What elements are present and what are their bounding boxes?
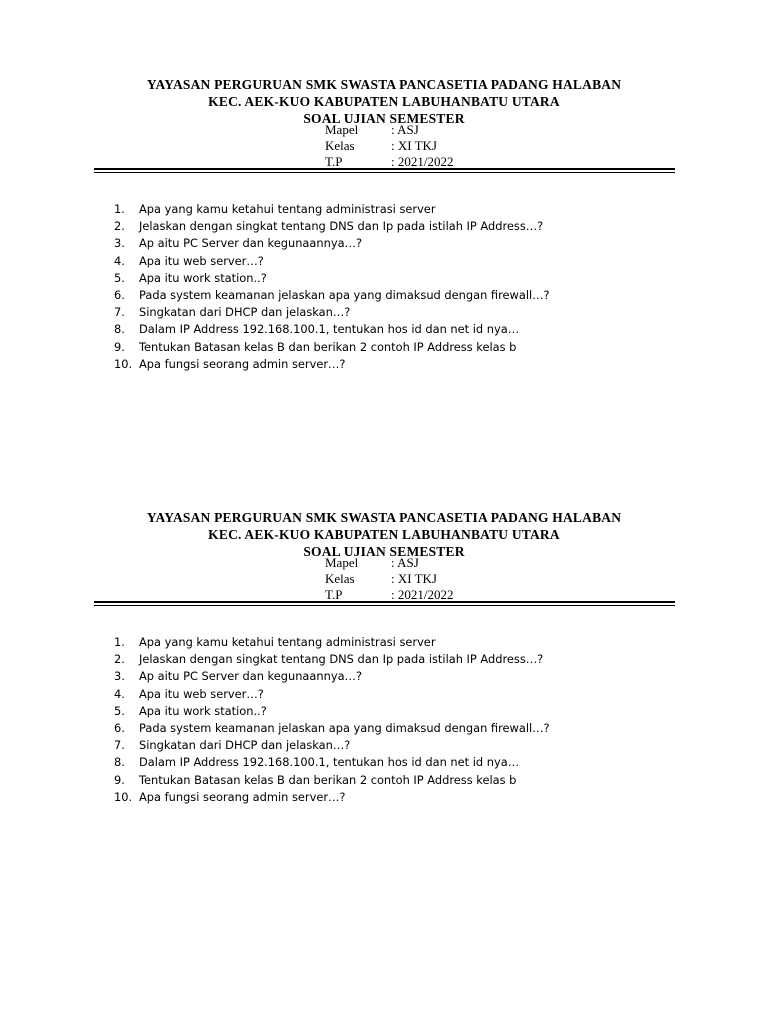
meta-value: : XI TKJ: [391, 138, 437, 153]
school-name: YAYASAN PERGURUAN SMK SWASTA PANCASETIA PADANG HALABAN: [146, 77, 622, 92]
meta-label: Kelas: [325, 571, 355, 586]
question-number: 2.: [114, 219, 125, 234]
meta-row-mapel: [325, 122, 453, 138]
question-text: Ap aitu PC Server dan kegunaannya…?: [139, 236, 362, 251]
question-item: [114, 634, 550, 651]
question-number: 4.: [114, 253, 125, 268]
meta-row-kelas: [325, 571, 453, 587]
header-divider-thick: [94, 601, 675, 603]
meta-label: T.P: [325, 154, 343, 169]
question-item: [114, 720, 550, 737]
header-divider-thin: [94, 172, 675, 173]
question-item: [114, 218, 550, 235]
meta-row-kelas: [325, 138, 453, 154]
question-number: 7.: [114, 738, 125, 753]
question-text: Dalam IP Address 192.168.100.1, tentukan hos id dan net id nya…: [139, 755, 520, 770]
question-text: Apa itu work station..?: [139, 703, 267, 718]
school-name: YAYASAN PERGURUAN SMK SWASTA PANCASETIA PADANG HALABAN: [146, 510, 622, 525]
exam-title: SOAL UJIAN SEMESTER: [303, 111, 465, 126]
question-text: Apa yang kamu ketahui tentang administrasi server: [139, 635, 436, 649]
question-text: Singkatan dari DHCP dan jelaskan…?: [139, 738, 351, 753]
meta-label: Kelas: [325, 138, 355, 153]
question-number: 10.: [114, 356, 133, 371]
question-number: 3.: [114, 669, 125, 684]
school-location: KEC. AEK-KUO KABUPATEN LABUHANBATU UTARA: [208, 527, 560, 542]
question-item: [114, 270, 550, 287]
question-number: 6.: [114, 288, 125, 303]
exam-meta: [325, 555, 453, 603]
exam-sheet-2: [0, 509, 768, 829]
exam-header: [0, 76, 768, 127]
question-item: [114, 737, 550, 754]
header-divider-thick: [94, 168, 675, 170]
meta-value: : XI TKJ: [391, 571, 437, 586]
question-item: [114, 703, 550, 720]
question-text: Tentukan Batasan kelas B dan berikan 2 contoh IP Address kelas b: [139, 339, 517, 354]
question-number: 10.: [114, 789, 133, 804]
question-text: Apa itu web server…?: [139, 686, 264, 701]
question-number: 3.: [114, 236, 125, 251]
question-number: 8.: [114, 322, 125, 337]
question-number: 9.: [114, 339, 125, 354]
question-text: Singkatan dari DHCP dan jelaskan…?: [139, 305, 351, 320]
question-item: [114, 772, 550, 789]
exam-title: SOAL UJIAN SEMESTER: [303, 544, 465, 559]
meta-row-mapel: [325, 555, 453, 571]
meta-label: Mapel: [325, 555, 359, 570]
exam-sheet-1: [0, 76, 768, 396]
meta-value: : ASJ: [391, 122, 419, 137]
question-text: Pada system keamanan jelaskan apa yang dimaksud dengan firewall…?: [139, 721, 550, 736]
question-text: Jelaskan dengan singkat tentang DNS dan Ip pada istilah IP Address…?: [139, 652, 544, 667]
question-item: [114, 668, 550, 685]
question-item: [114, 339, 550, 356]
question-number: 2.: [114, 652, 125, 667]
question-item: [114, 287, 550, 304]
meta-value: : 2021/2022: [391, 154, 454, 169]
question-item: [114, 253, 550, 270]
question-text: Apa fungsi seorang admin server…?: [139, 789, 346, 804]
question-text: Pada system keamanan jelaskan apa yang dimaksud dengan firewall…?: [139, 288, 550, 303]
question-number: 5.: [114, 270, 125, 285]
exam-meta: [325, 122, 453, 170]
question-item: [114, 789, 550, 806]
meta-label: T.P: [325, 587, 343, 602]
question-number: 1.: [114, 635, 125, 649]
question-number: 1.: [114, 202, 125, 216]
question-number: 8.: [114, 755, 125, 770]
question-text: Jelaskan dengan singkat tentang DNS dan Ip pada istilah IP Address…?: [139, 219, 544, 234]
question-item: [114, 201, 550, 218]
question-item: [114, 754, 550, 771]
question-number: 5.: [114, 703, 125, 718]
meta-value: : 2021/2022: [391, 587, 454, 602]
question-number: 4.: [114, 686, 125, 701]
school-location: KEC. AEK-KUO KABUPATEN LABUHANBATU UTARA: [208, 94, 560, 109]
exam-header: [0, 509, 768, 560]
question-text: Apa fungsi seorang admin server…?: [139, 356, 346, 371]
question-list: [114, 634, 550, 806]
question-text: Apa yang kamu ketahui tentang administrasi server: [139, 202, 436, 216]
question-item: [114, 651, 550, 668]
question-text: Tentukan Batasan kelas B dan berikan 2 contoh IP Address kelas b: [139, 772, 517, 787]
question-list: [114, 201, 550, 373]
question-item: [114, 686, 550, 703]
question-item: [114, 321, 550, 338]
question-text: Apa itu work station..?: [139, 270, 267, 285]
question-number: 6.: [114, 721, 125, 736]
meta-value: : ASJ: [391, 555, 419, 570]
question-number: 9.: [114, 772, 125, 787]
header-divider-thin: [94, 605, 675, 606]
question-item: [114, 235, 550, 252]
question-number: 7.: [114, 305, 125, 320]
question-item: [114, 304, 550, 321]
question-text: Apa itu web server…?: [139, 253, 264, 268]
meta-label: Mapel: [325, 122, 359, 137]
question-text: Dalam IP Address 192.168.100.1, tentukan hos id dan net id nya…: [139, 322, 520, 337]
question-text: Ap aitu PC Server dan kegunaannya…?: [139, 669, 362, 684]
question-item: [114, 356, 550, 373]
